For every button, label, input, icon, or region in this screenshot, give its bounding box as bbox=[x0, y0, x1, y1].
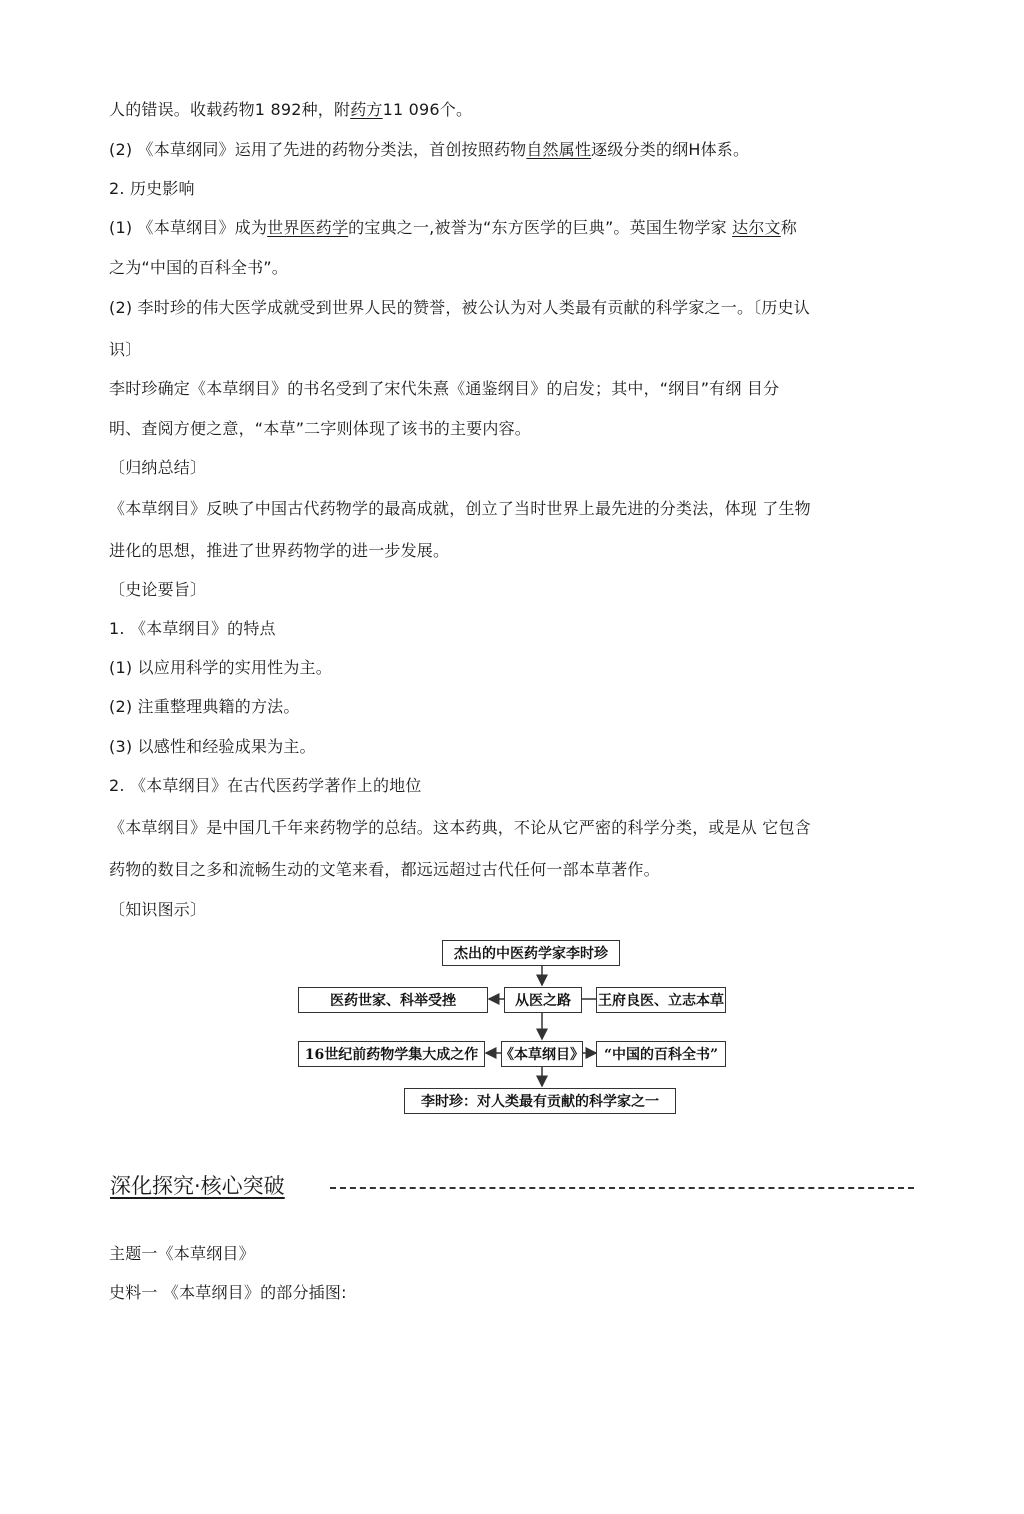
diagram-box-right1: 王府良医、立志本草 bbox=[596, 987, 726, 1013]
text-line: 之为“中国的百科全书”。 bbox=[109, 258, 288, 277]
diagram-box-bottom: 李时珍：对人类最有贡献的科学家之一 bbox=[404, 1088, 676, 1114]
knowledge-diagram bbox=[298, 936, 730, 1116]
text-line: 〔史论要旨〕 bbox=[109, 580, 207, 599]
topic-title: 主题一《本草纲目》 bbox=[109, 1244, 255, 1263]
section-heading bbox=[110, 1172, 285, 1200]
text-line: (2) 注重整理典籍的方法。 bbox=[109, 697, 300, 716]
text-line: (1) 《本草纲目》成为世界医药学的宝典之一,被誉为“东方医学的巨典”。英国生物学家 达尔文称 bbox=[109, 218, 797, 237]
diagram-box-left1: 医药世家、科举受挫 bbox=[298, 987, 488, 1013]
text-line: 人的错误。收载药物1 892种，附药方11 096个。 bbox=[109, 100, 473, 119]
text-line: 〔知识图示〕 bbox=[109, 900, 207, 919]
diagram-box-top: 杰出的中医药学家李时珍 bbox=[442, 940, 620, 966]
text-line: 2. 《本草纲目》在古代医药学著作上的地位 bbox=[109, 776, 422, 795]
diagram-box-center2: 《本草纲目》 bbox=[501, 1041, 583, 1067]
diagram-box-center1: 从医之路 bbox=[504, 987, 582, 1013]
text-line: 〔归纳总结〕 bbox=[109, 458, 207, 477]
text-line: 《本草纲目》是中国几千年来药物学的总结。这本药典，不论从它严密的科学分类，或是从 它包含 bbox=[109, 818, 811, 837]
text-line: 《本草纲目》反映了中国古代药物学的最高成就，创立了当时世界上最先进的分类法，体现 了生物 bbox=[109, 499, 811, 518]
text-line: 药物的数目之多和流畅生动的文笔来看，都远远超过古代任何一部本草著作。 bbox=[109, 860, 660, 879]
text-line: 识〕 bbox=[109, 340, 142, 359]
text-line: 明、査阅方便之意，“本草”二字则体现了该书的主要内容。 bbox=[109, 419, 531, 438]
text-line: 李时珍确定《本草纲目》的书名受到了宋代朱熹《通鉴纲目》的启发；其中，“纲目”有纲 目分 bbox=[109, 379, 780, 398]
section-dashed-rule bbox=[330, 1187, 914, 1189]
text-line: (1) 以应用科学的实用性为主。 bbox=[109, 658, 332, 677]
diagram-box-left2: 16世纪前药物学集大成之作 bbox=[298, 1041, 485, 1067]
diagram-box-right2: “中国的百科全书” bbox=[596, 1041, 726, 1067]
text-line: (2) 李时珍的伟大医学成就受到世界人民的赞誉，被公认为对人类最有贡献的科学家之一。〔历史认 bbox=[109, 298, 810, 317]
source-caption: 史料一 《本草纲目》的部分插图: bbox=[109, 1283, 347, 1302]
text-line: 进化的思想，推进了世界药物学的进一步发展。 bbox=[109, 541, 450, 560]
text-line: (3) 以感性和经验成果为主。 bbox=[109, 737, 316, 756]
text-line: (2) 《本草纲同》运用了先进的药物分类法，首创按照药物自然属性逐级分类的纲H体系。 bbox=[109, 140, 750, 159]
text-line: 2. 历史影响 bbox=[109, 179, 195, 198]
text-line: 1. 《本草纲目》的特点 bbox=[109, 619, 276, 638]
section-title: 深化探究·核心突破 bbox=[110, 1174, 285, 1198]
